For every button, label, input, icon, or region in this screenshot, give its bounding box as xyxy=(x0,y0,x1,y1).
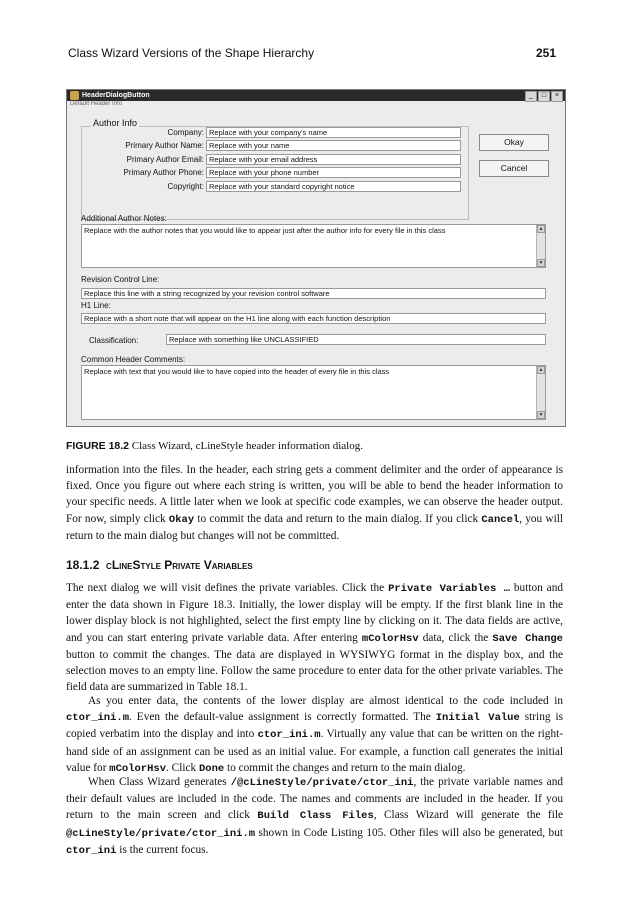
close-button[interactable]: × xyxy=(551,91,563,102)
notes-scrollbar[interactable] xyxy=(536,225,545,267)
p2-text-d: button to commit the changes. The data are displayed in WYSIWYG format in the display box, and the selection moves to an empty line. Follow the same procedure to enter data for the other private variables. The field data are summarized in Table 18.1. xyxy=(66,648,563,694)
scroll-up-icon[interactable]: ▲ xyxy=(538,226,544,232)
p4-text-a: When Class Wizard generates xyxy=(88,776,231,788)
minimize-button[interactable]: _ xyxy=(525,91,537,102)
p2-text-c: data, click the xyxy=(418,631,493,644)
okay-button[interactable]: Okay xyxy=(479,134,549,151)
mcolorhsv-code: mColorHsv xyxy=(361,632,419,645)
copyright-field[interactable]: Replace with your standard copyright notice xyxy=(206,181,461,192)
cancel-code: Cancel xyxy=(481,513,520,526)
author-phone-label: Primary Author Phone: xyxy=(123,168,204,177)
p4-text-c: , Class Wizard will generate the file xyxy=(373,809,563,822)
author-name-field[interactable]: Replace with your name xyxy=(206,140,461,151)
okay-code: Okay xyxy=(168,513,195,526)
author-email-field[interactable]: Replace with your email address xyxy=(206,154,461,165)
build-class-files-code: Build Class Files xyxy=(257,810,374,823)
scroll-down-icon[interactable]: ▼ xyxy=(538,260,544,266)
paragraph-4 xyxy=(66,774,563,859)
p2-text-b: button and enter the data shown in Figure 18.3. Initially, the lower display will be empty. If the first blank line in the lower display block is not highlighted, select the first empty line by clicking on it. The data fields are active, and you can start entering private variable data. After entering xyxy=(66,582,563,644)
ctor-ini-path-code: /@cLineStyle/private/ctor_ini xyxy=(230,777,414,789)
ctor-ini-code: ctor_ini xyxy=(66,844,117,857)
figure-caption xyxy=(66,440,363,452)
h1-field[interactable]: Replace with a short note that will appear on the H1 line along with each function description xyxy=(81,313,546,324)
title-bar[interactable] xyxy=(67,90,565,101)
section-title: cLineStyle Private Variables xyxy=(106,558,253,572)
common-scrollbar[interactable] xyxy=(536,366,545,419)
author-phone-field[interactable]: Replace with your phone number xyxy=(206,167,461,178)
common-comments-text: Replace with text that you would like to have copied into the header of every file in this class xyxy=(84,367,390,376)
section-heading xyxy=(66,558,253,572)
running-title: Class Wizard Versions of the Shape Hierarchy xyxy=(68,46,315,60)
p3-text-a: As you enter data, the contents of the lower display are almost identical to the code included in xyxy=(88,695,563,707)
p1-text-a: information into the files. In the header, each string gets a comment delimiter and the order of appearance is fixed. Once you figure out where each string is written, you will be able to bend the header information to your specific needs. A little later when we look at specific code examples, we can observe the header output. For now, simply click xyxy=(66,464,563,525)
paragraph-3 xyxy=(66,693,563,777)
private-variables-code: Private Variables … xyxy=(388,583,510,595)
h1-label: H1 Line: xyxy=(81,301,111,310)
section-number: 18.1.2 xyxy=(66,558,100,572)
common-comments-textarea[interactable] xyxy=(81,365,546,420)
paragraph-1 xyxy=(66,462,563,544)
author-email-label: Primary Author Email: xyxy=(126,155,204,164)
p4-text-d: shown in Code Listing 105. Other files will also be generated, but xyxy=(255,826,563,839)
scroll-up-icon[interactable]: ▲ xyxy=(538,367,544,373)
figure-number: FIGURE 18.2 xyxy=(66,440,130,452)
p4-text-e: is the current focus. xyxy=(116,843,209,856)
notes-textarea[interactable] xyxy=(81,224,546,268)
p1-text-b: to commit the data and return to the main dialog. If you click xyxy=(194,512,482,525)
app-icon xyxy=(70,91,79,100)
ctor-ini-code: ctor_ini.m xyxy=(257,729,321,742)
company-field[interactable]: Replace with your company's name xyxy=(206,127,461,138)
header-dialog-window xyxy=(66,89,566,427)
notes-text: Replace with the author notes that you would like to appear just after the author info for every file in this class xyxy=(84,226,446,235)
p3-text-b: . Even the default-value assignment is correctly formatted. The xyxy=(129,711,436,724)
p3-text-c: string is copied verbatim into the display and into xyxy=(66,711,563,741)
window-title: HeaderDialogButton xyxy=(82,92,150,99)
author-info-label: Author Info xyxy=(93,118,138,128)
p2-text-a: The next dialog we will visit defines the private variables. Click the xyxy=(66,582,389,594)
classification-label: Classification: xyxy=(89,336,139,345)
copyright-label: Copyright: xyxy=(167,182,204,191)
revision-field[interactable]: Replace this line with a string recognized by your revision control software xyxy=(81,288,546,299)
initial-value-code: Initial Value xyxy=(435,712,520,725)
caption-text: Class Wizard, cLineStyle header information dialog. xyxy=(131,440,363,452)
scroll-down-icon[interactable]: ▼ xyxy=(538,412,544,418)
p1-text-c: , you will return to the main dialog but changes will not be committed. xyxy=(66,512,564,542)
ctor-ini-m-path-code: @cLineStyle/private/ctor_ini.m xyxy=(66,827,256,840)
notes-label: Additional Author Notes: xyxy=(81,214,167,223)
revision-label: Revision Control Line: xyxy=(81,275,160,284)
maximize-button[interactable]: □ xyxy=(538,91,550,102)
p3-text-e: . Click xyxy=(166,761,199,774)
common-comments-label: Common Header Comments: xyxy=(81,355,186,364)
done-code: Done xyxy=(198,762,225,775)
ctor-ini-code: ctor_ini.m xyxy=(66,712,130,725)
paragraph-2 xyxy=(66,580,563,695)
p3-text-d: . Virtually any value that can be written on the right-hand side of an assignment can be used as an initial value. For example, a function call generates the initial value for xyxy=(66,728,563,774)
company-label: Company: xyxy=(167,128,204,137)
page-number: 251 xyxy=(536,46,557,60)
dialog-subtitle: Default Header Info xyxy=(70,101,123,107)
p3-text-f: to commit the changes and return to the main dialog. xyxy=(224,761,466,774)
save-change-code: Save Change xyxy=(492,632,563,645)
mcolorhsv-code: mColorHsv xyxy=(109,762,167,775)
p4-text-b: , the private variable names and their default values are included in the code. The names and comments are included in the header. If you return to the main screen and click xyxy=(66,776,563,822)
cancel-button[interactable]: Cancel xyxy=(479,160,549,177)
classification-field[interactable]: Replace with something like UNCLASSIFIED xyxy=(166,334,546,345)
author-name-label: Primary Author Name: xyxy=(125,141,204,150)
